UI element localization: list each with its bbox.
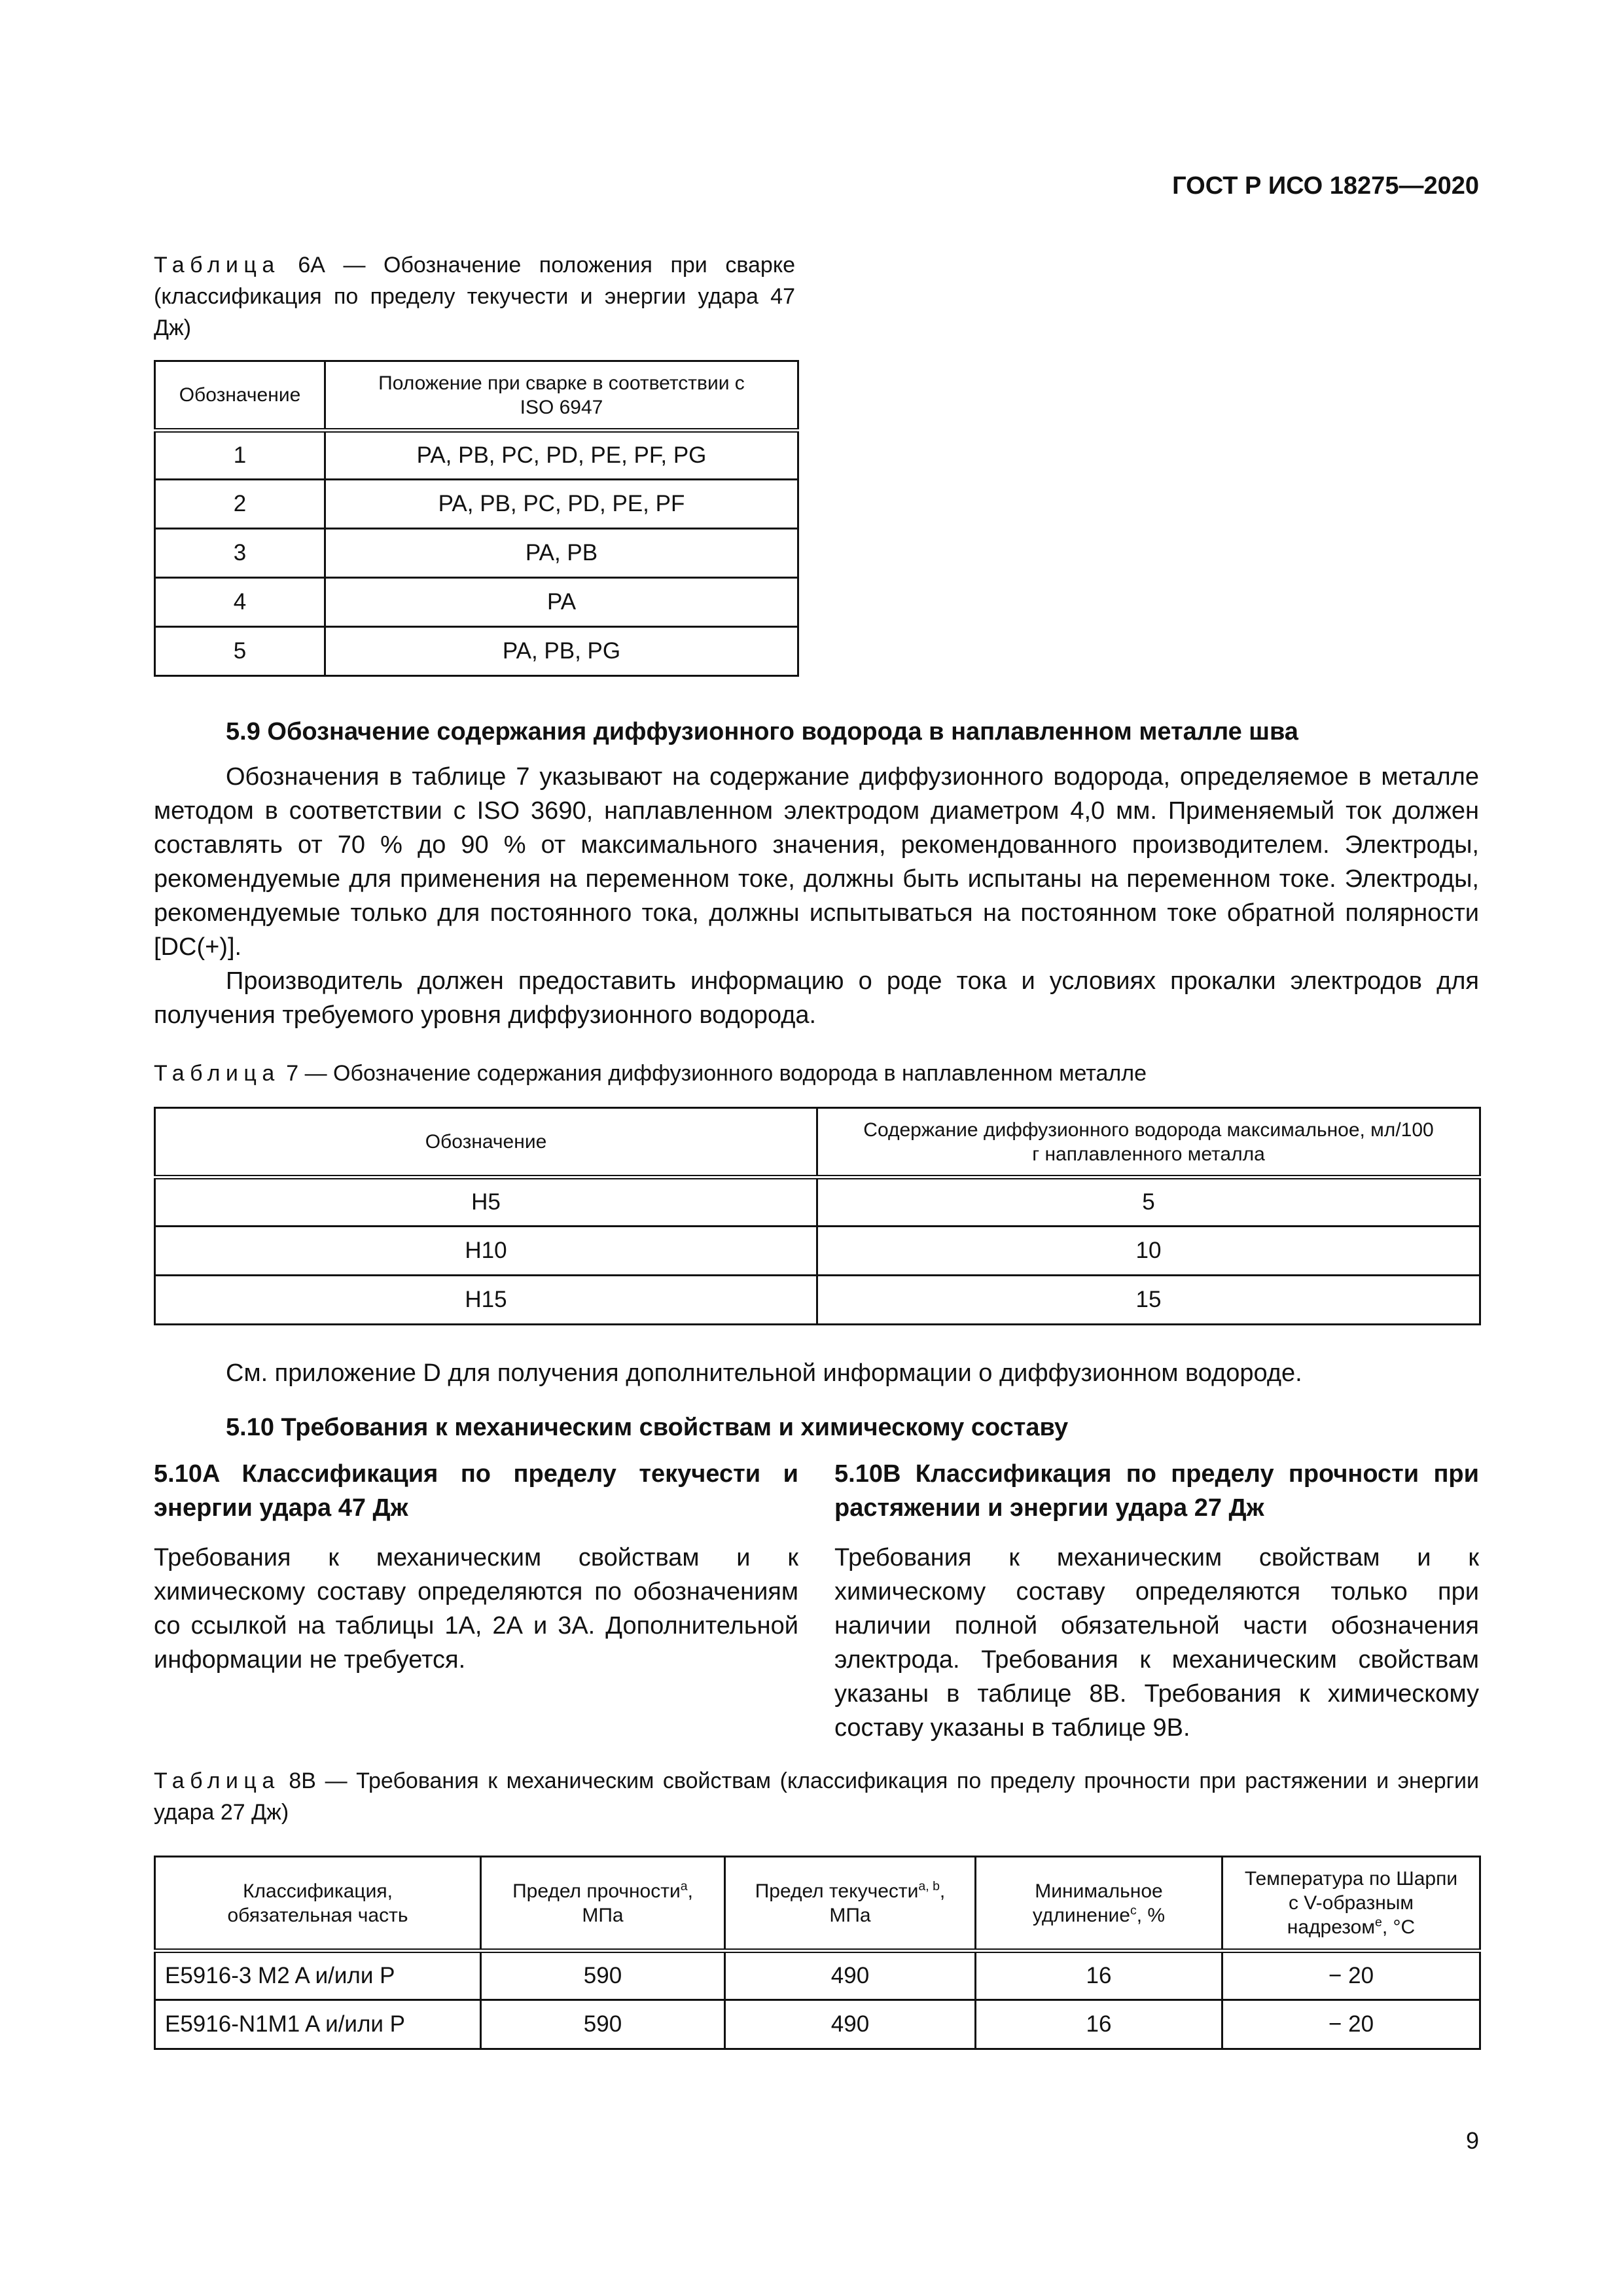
table-8b-header-charpy-temperature [1222,1857,1480,1951]
table-8b-header-classification [155,1857,481,1951]
table-cell: 10 [817,1227,1480,1276]
table-6a [154,360,799,677]
table-cell: E5916-3 M2 A и/или P [155,1951,481,2000]
footnote-mark: a [680,1878,688,1893]
table-6a-caption-text: 6А — Обозначение положения при сварке (классификация по пределу текучести и энергии удара 47 Дж) [154,253,795,340]
table-8b-caption-text: 8В — Требования к механическим свойствам (классификация по пределу прочности при растяжении и энергии удара 27 Дж) [154,1768,1479,1825]
table-7-caption [154,1058,1479,1089]
document-id: ГОСТ Р ИСО 18275—2020 [1172,172,1479,200]
section-5-9-body [154,760,1479,1032]
table-row [155,2000,1480,2049]
table-8b-header-elongation [976,1857,1222,1951]
header-text: Предел прочности [512,1880,681,1902]
table-cell: H10 [155,1227,817,1276]
footnote-mark: e [1375,1915,1382,1929]
section-5-9-paragraph: Производитель должен предоставить информацию о роде тока и условиях прокалки электродов для получения требуемого уровня диффузионного водорода. [154,967,1479,1029]
table-row [155,1177,1480,1227]
table-cell: 1 [155,431,325,480]
table-cell: PA, PB, PG [325,627,798,676]
table-cell: − 20 [1222,2000,1480,2049]
table-cell: E5916-N1M1 A и/или P [155,2000,481,2049]
page-number: 9 [1465,2127,1479,2154]
table-7-header-designation: Обозначение [155,1108,817,1177]
table-cell: PA, PB, PC, PD, PE, PF, PG [325,431,798,480]
table-8b-caption [154,1765,1479,1828]
table-cell: − 20 [1222,1951,1480,2000]
table-6a-header-position: Положение при сварке в соответствии с ISO 6947 [325,361,798,431]
section-5-9-heading: 5.9 Обозначение содержания диффузионного водорода в наплавленном металле шва [226,718,1298,745]
table-cell: PA [325,578,798,627]
table-cell: 2 [155,480,325,529]
table-cell: 5 [155,627,325,676]
table-row [155,431,798,480]
table-cell: H15 [155,1276,817,1325]
table-cell: 15 [817,1276,1480,1325]
footnote-mark: a, b [918,1878,940,1893]
table-8b-caption-word: Таблица [154,1768,280,1793]
table-row [155,627,798,676]
table-6a-caption [154,249,795,344]
table-cell: 16 [976,1951,1222,2000]
table-7-caption-text: 7 — Обозначение содержания диффузионного водорода в наплавленном металле [279,1061,1147,1086]
table-cell: 4 [155,578,325,627]
table-7-header-hydrogen: Содержание диффузионного водорода максимальное, мл/100 г наплавленного металла [817,1108,1480,1177]
table-row [155,1276,1480,1325]
table-cell: PA, PB [325,529,798,578]
table-row [155,1227,1480,1276]
table-row [155,1951,1480,2000]
table-cell: PA, PB, PC, PD, PE, PF [325,480,798,529]
section-5-10a-text: Требования к механическим свойствам и к химическому составу определяются по обозначениям со ссылкой на таблицы 1А, 2А и 3А. Дополнительной информации не требуется. [154,1544,798,1674]
table-cell: 3 [155,529,325,578]
table-8b-header-tensile-strength: Предел прочности$^a$, МПа [481,1857,725,1951]
table-6a-header-designation: Обозначение [155,361,325,431]
table-8b-header-yield-strength: Предел текучести$^{a, b}$, МПа [725,1857,976,1951]
table-cell: 5 [817,1177,1480,1227]
table-row [155,578,798,627]
section-5-10a-heading: 5.10A Классификация по пределу текучести и энергии удара 47 Дж [154,1460,798,1522]
header-unit: , °С [1382,1916,1416,1938]
header-unit: МПа [582,1904,624,1926]
header-unit: , % [1136,1904,1166,1926]
section-5-10-heading: 5.10 Требования к механическим свойствам и химическому составу [226,1414,1069,1441]
header-text: Температура по Шарпи с V-образным надрезом [1244,1868,1458,1938]
table-cell: H5 [155,1177,817,1227]
section-5-10b-text: Требования к механическим свойствам и к химическому составу определяются только при наличии полной обязательной части обозначения электрода. Требования к механическим свойствам указаны в таблице 8В. Требования к химическому составу указаны в таблице 9В. [834,1544,1479,1742]
table-row [155,480,798,529]
table-cell: 590 [481,1951,725,2000]
table-row [155,529,798,578]
section-5-9-paragraph: Обозначения в таблице 7 указывают на содержание диффузионного водорода, определяемое в металле методом в соответствии с ISO 3690, наплавленном электродом диаметром 4,0 мм. Применяемый ток должен составлять от 70 % до 90 % от максимального значения, рекомендованного производителем. Электроды, рекомендуемые для применения на переменном токе, должны быть испытаны на переменном токе. Электроды, рекомендуемые только для постоянного тока, должны испытываться на постоянном токе обратной полярности [DC(+)]. [154,763,1479,961]
table-7 [154,1107,1481,1325]
header-text: Классификация, обязательная часть [227,1880,408,1926]
header-text: Предел текучести [755,1880,919,1902]
table-6a-caption-word: Таблица [154,253,280,278]
header-unit: МПа [829,1904,871,1926]
footnote-mark: c [1130,1903,1137,1918]
table-cell: 490 [725,1951,976,2000]
table-8b [154,1856,1481,2050]
table-7-caption-word: Таблица [154,1061,280,1086]
table-cell: 490 [725,2000,976,2049]
table-cell: 16 [976,2000,1222,2049]
table-cell: 590 [481,2000,725,2049]
header-text: Минимальное удлинение [1032,1880,1163,1926]
section-5-10b-heading: 5.10B Классификация по пределу прочности при растяжении и энергии удара 27 Дж [834,1460,1479,1522]
annex-d-note: См. приложение D для получения дополнительной информации о диффузионном водороде. [226,1359,1302,1387]
